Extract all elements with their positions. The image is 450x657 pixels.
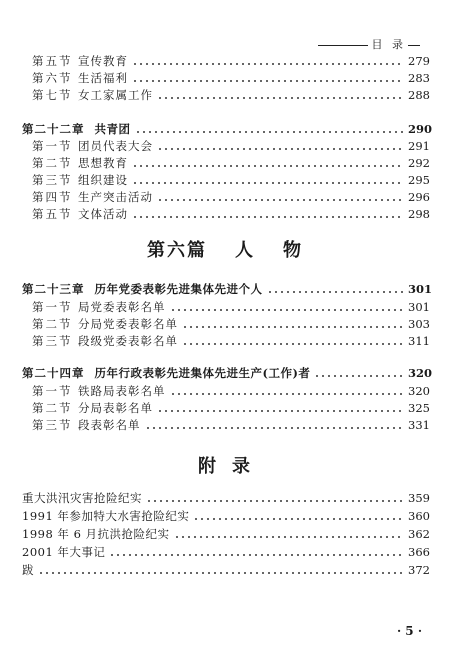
page-number: 295	[408, 173, 430, 187]
entry-title: 重大洪汛灾害抢险纪实	[22, 491, 142, 505]
toc-entry[interactable]	[22, 401, 430, 415]
page-number: 360	[408, 509, 430, 523]
leader-dots	[132, 216, 404, 218]
part-number: 第六篇	[147, 240, 207, 261]
leader-dots	[170, 393, 405, 395]
part-title-char: 物	[283, 240, 303, 261]
section-title: 文体活动	[78, 207, 128, 221]
toc-entry[interactable]	[22, 207, 430, 221]
page-number: 296	[408, 190, 430, 204]
toc-entry[interactable]	[22, 71, 430, 85]
toc-entry[interactable]	[22, 156, 430, 170]
section-number: 第一节	[32, 300, 73, 314]
appendix-title-char: 附	[198, 456, 218, 477]
page-number: 362	[408, 527, 430, 541]
toc-entry[interactable]	[22, 139, 430, 153]
section-title: 组织建设	[78, 173, 128, 187]
page-number: 366	[408, 545, 430, 559]
page-number: 303	[408, 317, 430, 331]
toc-chapter-entry[interactable]	[22, 122, 433, 136]
page-number: 372	[408, 563, 430, 577]
page-number: 292	[408, 156, 430, 170]
section-number: 第三节	[32, 173, 73, 187]
page-number: 311	[408, 334, 430, 348]
entry-title: 1998 年 6 月抗洪抢险纪实	[22, 527, 170, 541]
toc-entry[interactable]	[22, 418, 430, 432]
toc-entry[interactable]	[22, 190, 430, 204]
page-number: 359	[408, 491, 430, 505]
leader-dots	[267, 291, 405, 293]
page-number: 301	[408, 282, 433, 296]
leader-dots	[109, 554, 404, 556]
section-number: 第三节	[32, 334, 73, 348]
section-number: 第二节	[32, 156, 73, 170]
leader-dots	[132, 165, 404, 167]
section-number: 第二节	[32, 317, 73, 331]
page-number: 279	[408, 54, 430, 68]
page-number: 301	[408, 300, 430, 314]
page-number: 283	[408, 71, 430, 85]
toc-entry[interactable]	[22, 54, 430, 68]
section-title: 生活福利	[78, 71, 128, 85]
toc-entry[interactable]	[22, 300, 430, 314]
leader-dots	[38, 572, 404, 574]
leader-dots	[157, 199, 404, 201]
section-number: 第一节	[32, 139, 73, 153]
page-number: 288	[408, 88, 430, 102]
leader-dots	[182, 343, 404, 345]
leader-dots	[132, 63, 404, 65]
part-title-char: 人	[235, 240, 255, 261]
leader-dots	[157, 410, 404, 412]
section-number: 第六节	[32, 71, 73, 85]
leader-dots	[132, 80, 404, 82]
part-heading	[0, 236, 450, 262]
leader-dots	[145, 427, 405, 429]
section-number: 第四节	[32, 190, 73, 204]
section-title: 分局党委表彰名单	[78, 317, 178, 331]
toc-chapter-entry[interactable]	[22, 282, 433, 296]
page-number: 325	[408, 401, 430, 415]
chapter-title: 历年党委表彰先进集体先进个人	[94, 282, 263, 296]
leader-dots	[157, 148, 404, 150]
chapter-title: 共青团	[94, 122, 131, 136]
section-title: 段表彰名单	[78, 418, 141, 432]
section-number: 第七节	[32, 88, 73, 102]
section-title: 段级党委表彰名单	[78, 334, 178, 348]
chapter-number: 第二十二章	[22, 122, 85, 136]
toc-entry[interactable]	[22, 173, 430, 187]
running-header: 目 录	[318, 36, 421, 52]
leader-dots	[170, 309, 405, 311]
toc-appendix-entry[interactable]	[22, 563, 430, 577]
chapter-number: 第二十四章	[22, 366, 85, 380]
leader-dots	[135, 131, 405, 133]
leader-dots	[174, 536, 404, 538]
page-number: 320	[408, 366, 433, 380]
section-title: 团员代表大会	[78, 139, 153, 153]
toc-appendix-entry[interactable]	[22, 491, 430, 505]
page-number: 320	[408, 384, 430, 398]
toc-entry[interactable]	[22, 88, 430, 102]
toc-entry[interactable]	[22, 384, 430, 398]
leader-dots	[182, 326, 404, 328]
toc-appendix-entry[interactable]	[22, 545, 430, 559]
section-number: 第一节	[32, 384, 73, 398]
entry-title: 1991 年参加特大水害抢险纪实	[22, 509, 190, 523]
section-title: 女工家属工作	[78, 88, 153, 102]
entry-title: 2001 年大事记	[22, 545, 106, 559]
leader-dots	[157, 97, 404, 99]
section-title: 宣传教育	[78, 54, 128, 68]
section-number: 第五节	[32, 54, 73, 68]
section-title: 分局表彰名单	[78, 401, 153, 415]
section-title: 铁路局表彰名单	[78, 384, 166, 398]
page-number: 291	[408, 139, 430, 153]
section-title: 生产突击活动	[78, 190, 153, 204]
section-number: 第三节	[32, 418, 73, 432]
appendix-heading	[0, 452, 450, 478]
leader-dots	[132, 182, 404, 184]
toc-entry[interactable]	[22, 317, 430, 331]
entry-title: 跋	[22, 563, 34, 577]
page-number: 331	[408, 418, 430, 432]
page-marker: · 5 ·	[396, 624, 422, 638]
toc-entry[interactable]	[22, 334, 430, 348]
chapter-title: 历年行政表彰先进集体先进生产(工作)者	[94, 366, 311, 380]
section-title: 思想教育	[78, 156, 128, 170]
section-number: 第二节	[32, 401, 73, 415]
section-title: 局党委表彰名单	[78, 300, 166, 314]
page-number: 290	[408, 122, 433, 136]
leader-dots	[146, 500, 404, 502]
section-number: 第五节	[32, 207, 73, 221]
toc-appendix-entry[interactable]	[22, 527, 430, 541]
toc-chapter-entry[interactable]	[22, 366, 433, 380]
leader-dots	[314, 375, 404, 377]
leader-dots	[193, 518, 404, 520]
chapter-number: 第二十三章	[22, 282, 85, 296]
page-number: 298	[408, 207, 430, 221]
toc-appendix-entry[interactable]	[22, 509, 430, 523]
appendix-title-char: 录	[232, 456, 252, 477]
